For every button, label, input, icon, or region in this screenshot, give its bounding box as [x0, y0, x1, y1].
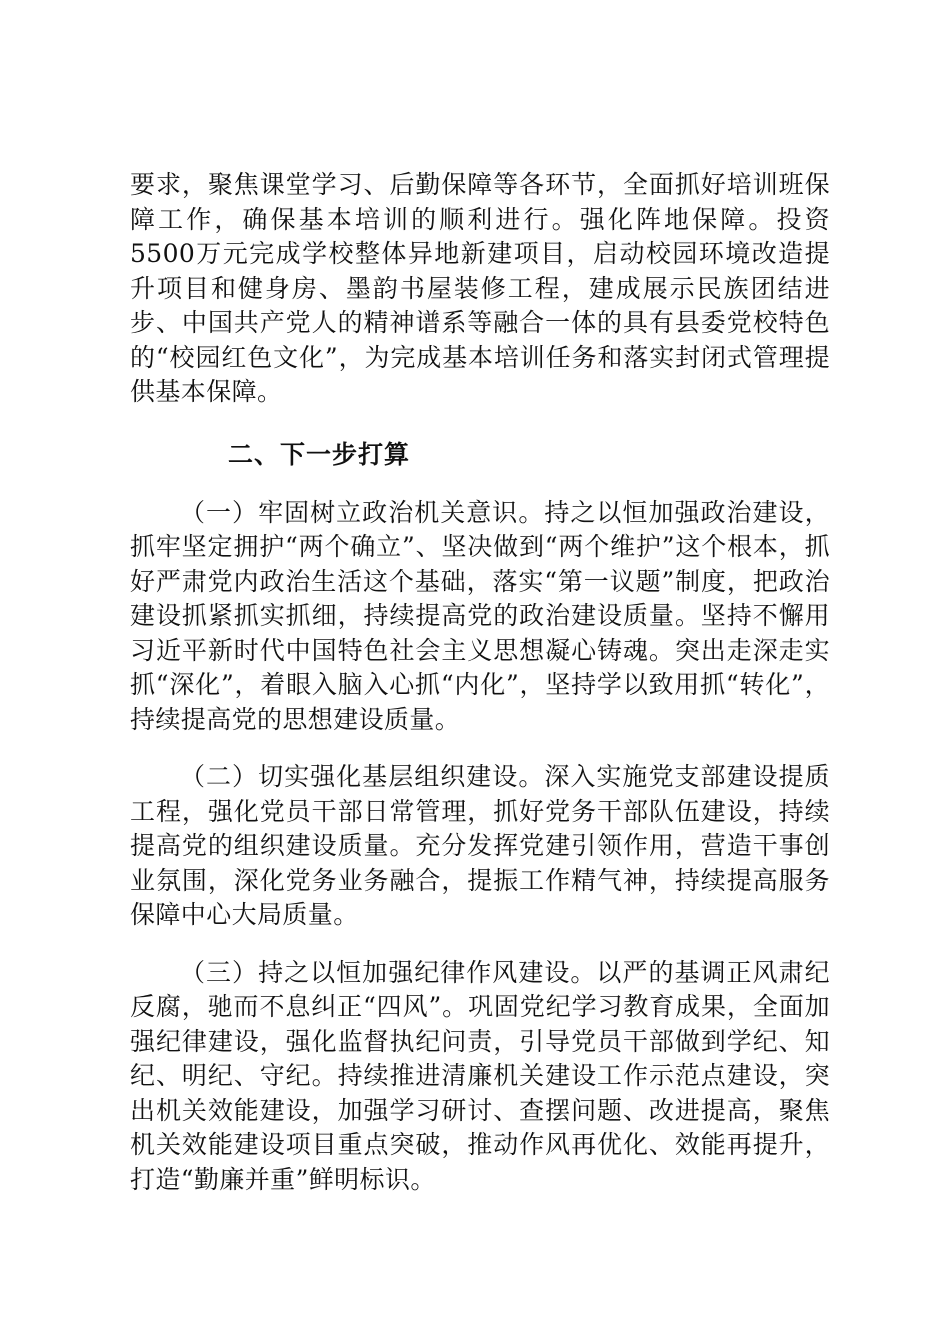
paragraph-2: （二）切实强化基层组织建设。深入实施党支部建设提质工程，强化党员干部日常管理，抓好党务干部队伍建设，持续提高党的组织建设质量。充分发挥党建引领作用，营造干事创业氛围，深化党务业务融合，提振工作精气神，持续提高服务保障中心大局质量。: [130, 762, 830, 929]
paragraph-3: （三）持之以恒加强纪律作风建设。以严的基调正风肃纪反腐，驰而不息纠正“四风”。巩固党纪学习教育成果，全面加强纪律建设，强化监督执纪问责，引导党员干部做到学纪、知纪、明纪、守纪。持续推进清廉机关建设工作示范点建设，突出机关效能建设，加强学习研讨、查摆问题、改进提高，聚焦机关效能建设项目重点突破，推动作风再优化、效能再提升，打造“勤廉并重”鲜明标识。: [130, 957, 830, 1194]
paragraph-1: （一）牢固树立政治机关意识。持之以恒加强政治建设，抓牢坚定拥护“两个确立”、坚决做到“两个维护”这个根本，抓好严肃党内政治生活这个基础，落实“第一议题”制度，把政治建设抓紧抓实抓细，持续提高党的政治建设质量。坚持不懈用习近平新时代中国特色社会主义思想凝心铸魂。突出走深走实抓“深化”，着眼入脑入心抓“内化”，坚持学以致用抓“转化”，持续提高党的思想建设质量。: [130, 497, 830, 734]
section-heading: 二、下一步打算: [228, 439, 411, 469]
document-body: [130, 168, 830, 1197]
paragraph-continued: 要求，聚焦课堂学习、后勤保障等各环节，全面抓好培训班保障工作，确保基本培训的顺利进行。强化阵地保障。投资5500万元完成学校整体异地新建项目，启动校园环境改造提升项目和健身房、墨韵书屋装修工程，建成展示民族团结进步、中国共产党人的精神谱系等融合一体的具有县委党校特色的“校园红色文化”，为完成基本培训任务和落实封闭式管理提供基本保障。: [130, 170, 830, 406]
